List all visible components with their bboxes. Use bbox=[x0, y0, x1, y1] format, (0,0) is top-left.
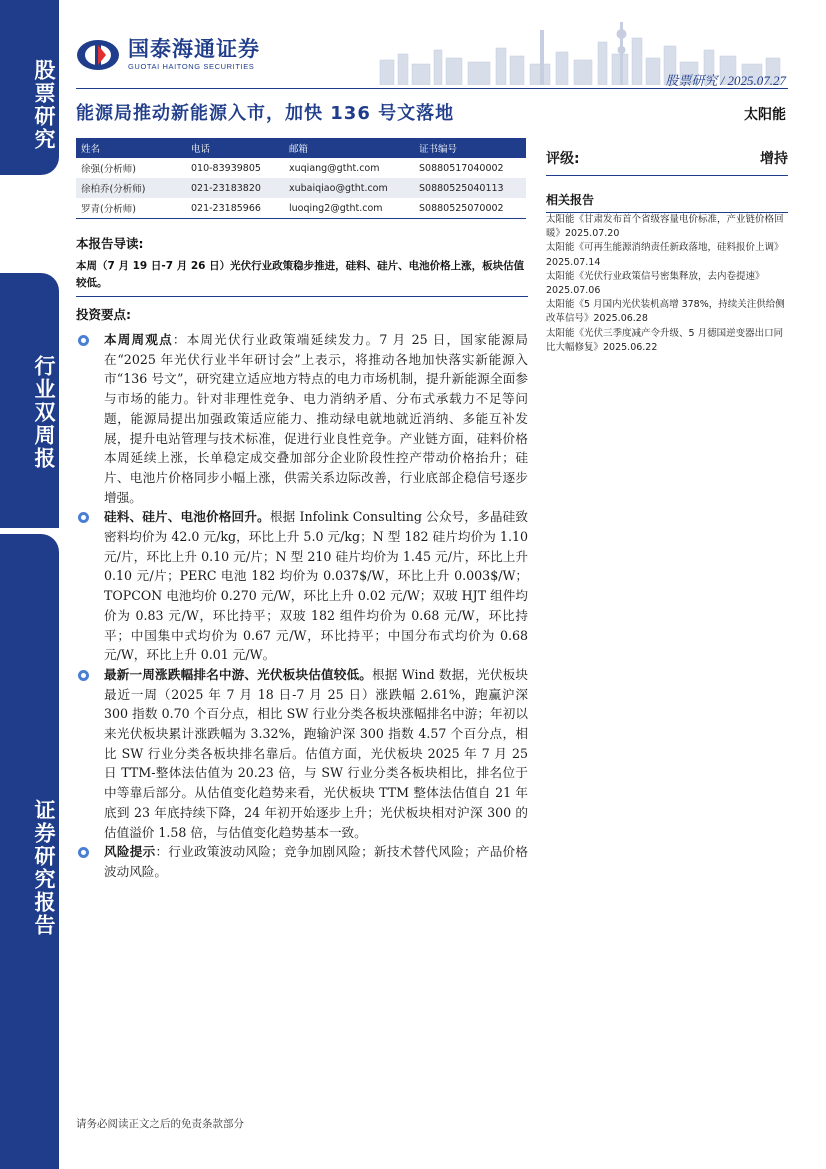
sector-label: 太阳能 bbox=[744, 107, 786, 123]
analyst-email[interactable]: xubaiqiao@gtht.com bbox=[284, 178, 414, 198]
analyst-cert: S0880525070002 bbox=[414, 198, 526, 219]
analyst-email[interactable]: xuqiang@gtht.com bbox=[289, 162, 380, 174]
bullet-icon bbox=[78, 670, 89, 681]
rating-value: 增持 bbox=[760, 150, 788, 167]
analyst-table bbox=[76, 138, 526, 219]
intro-body: 本周（7 月 19 日-7 月 26 日）光伏行业政策稳步推进，硅料、硅片、电池价格上涨，板块估值较低。 bbox=[76, 260, 525, 289]
table-row bbox=[76, 158, 526, 178]
company-logo bbox=[76, 38, 260, 71]
bullet-icon bbox=[78, 847, 89, 858]
sidebar-label-industry-biweekly: 行业双周报 bbox=[0, 273, 59, 528]
table-row bbox=[76, 198, 526, 219]
key-point-item bbox=[76, 665, 528, 842]
sidebar-label-stock-research: 股票研究 bbox=[0, 0, 59, 175]
analyst-name: 罗青(分析师) bbox=[76, 198, 186, 219]
related-report-item[interactable]: 太阳能《5 月国内光伏装机高增 378%，持续关注供给侧改革信号》2025.06.28 bbox=[546, 299, 785, 325]
intro-heading: 本报告导读: bbox=[76, 236, 144, 251]
col-header-email: 邮箱 bbox=[284, 138, 414, 158]
key-point-body: ：本周光伏行业政策端延续发力。7 月 25 日，国家能源局在“2025 年光伏行业半年研讨会”上表示，将推动各地加快落实新能源入市“136 号文”，研究建立适应地方特点的电力市场机制，提升新能源全面参与市场的能力。针对非理性竞争、电力消纳矛盾、分布式承载力不足等问题，能源局提出加强政策适应能力、推动绿电就地就近消纳、多能互补发展，提升电站管理与技术标准，促进行业良性竞争。产业链方面，硅料价格本周延续上涨，长单稳定成交叠加部分企业阶段性控产带动价格抬升；硅片、电池片价格同步小幅上涨，供需关系边际改善，行业底部企稳信号逐步增强。 bbox=[104, 332, 528, 505]
key-point-item bbox=[76, 330, 528, 507]
key-point-body: 根据 Wind 数据，光伏板块最近一周（2025 年 7 月 18 日-7 月 25 日）涨跌幅 2.61%，跑赢沪深 300 指数 0.70 个百分点，相比 SW 行业分类各板块涨幅排名中游；年初以来光伏板块累计涨跌幅为 3.32%，跑输沪深 300 指数 4.57 个百分点，相比 SW 行业分类各板块排名靠后。估值方面，光伏板块 2025 年 7 月 25 日 TTM-整体法估值为 20.23 倍，与 SW 行业分类各板块相比，排名位于中等靠后部分。从估值变化趋势来看，光伏板块 TTM 整体法估值自 21 年底到 23 年底持续下降，24 年初开始逐步上升；光伏板块相对沪深 300 的估值溢价 1.58 倍，与估值变化趋势基本一致。 bbox=[104, 666, 528, 840]
analyst-phone: 021-23185966 bbox=[186, 198, 284, 219]
report-title: 能源局推动新能源入市，加快 136 号文落地 bbox=[76, 103, 455, 124]
analyst-phone: 010-83939805 bbox=[191, 162, 261, 174]
rating-label: 评级: bbox=[546, 150, 580, 167]
disclaimer-footer: 请务必阅读正文之后的免责条款部分 bbox=[76, 1118, 244, 1130]
analyst-phone: 021-23183820 bbox=[186, 178, 284, 198]
related-report-item[interactable]: 太阳能《甘肃发布首个省级容量电价标准，产业链价格回暖》2025.07.20 bbox=[546, 214, 784, 240]
analyst-cert: S0880517040002 bbox=[419, 162, 504, 174]
key-point-head: 硅料、硅片、电池价格回升。 bbox=[104, 509, 270, 525]
intro-divider bbox=[76, 296, 528, 297]
col-header-phone: 电话 bbox=[186, 138, 284, 158]
key-point-head: 本周周观点 bbox=[104, 332, 173, 347]
analyst-table-header bbox=[76, 138, 526, 158]
analyst-name: 徐强(分析师) bbox=[81, 164, 136, 175]
col-header-name: 姓名 bbox=[76, 138, 186, 158]
analyst-cert: S0880525040113 bbox=[414, 178, 526, 198]
report-type-and-date: 股票研究 / 2025.07.27 bbox=[665, 73, 786, 88]
left-sidebar bbox=[0, 0, 59, 1169]
key-point-body: 根据 Infolink Consulting 公众号，多晶硅致密料均价为 42.0 元/kg，环比上升 5.0 元/kg；N 型 182 硅片均价为 1.10 元/片，环比上升 0.10 元/片；N 型 210 硅片均价为 1.45 元/片，环比上升 0.10 元/片；PERC 电池 182 均价为 0.037$/W，环比上升 0.003$/W；TOPCON 电池均价 0.270 元/W，环比上升 0.02 元/W；双玻 HJT 组件均价为 0.83 元/W，环比持平；双玻 182 组件均价为 0.68 元/W，环比持平；中国集中式均价为 0.67 元/W，环比持平；中国分布式均价为 0.68 元/W，环比上升 0.01 元/W。 bbox=[104, 509, 529, 663]
key-point-body: ：行业政策波动风险；竞争加剧风险；新技术替代风险；产品价格波动风险。 bbox=[104, 844, 529, 879]
bullet-icon bbox=[78, 335, 89, 346]
related-report-item[interactable]: 太阳能《光伏三季度减产令升级、5 月德国逆变器出口同比大幅修复》2025.06.22 bbox=[546, 327, 784, 353]
related-reports-title: 相关报告 bbox=[546, 191, 788, 213]
table-row bbox=[76, 178, 526, 198]
analyst-name: 徐柏乔(分析师) bbox=[76, 178, 186, 198]
key-points-list bbox=[76, 330, 528, 882]
key-point-head: 风险提示 bbox=[104, 844, 156, 860]
related-reports-list bbox=[546, 213, 788, 355]
logo-chinese-name: 国泰海通证券 bbox=[128, 37, 260, 61]
rating-box bbox=[546, 140, 788, 176]
key-point-head: 最新一周涨跌幅排名中游、光伏板块估值较低。 bbox=[104, 666, 373, 682]
header-divider bbox=[76, 88, 788, 89]
key-point-item bbox=[76, 842, 528, 881]
related-report-item[interactable]: 太阳能《可再生能源消纳责任新政落地，硅料报价上调》2025.07.14 bbox=[546, 242, 784, 268]
logo-english-name: GUOTAI HAITONG SECURITIES bbox=[128, 62, 255, 71]
sidebar-label-securities-report: 证券研究报告 bbox=[0, 534, 59, 1169]
key-point-item bbox=[76, 507, 528, 665]
bullet-icon bbox=[78, 512, 89, 523]
analyst-email[interactable]: luoqing2@gtht.com bbox=[284, 198, 414, 219]
logo-icon bbox=[76, 39, 120, 71]
related-report-item[interactable]: 太阳能《光伏行业政策信号密集释放，去内卷提速》2025.07.06 bbox=[546, 270, 765, 297]
key-points-heading: 投资要点: bbox=[76, 307, 131, 322]
col-header-cert: 证书编号 bbox=[414, 138, 526, 158]
